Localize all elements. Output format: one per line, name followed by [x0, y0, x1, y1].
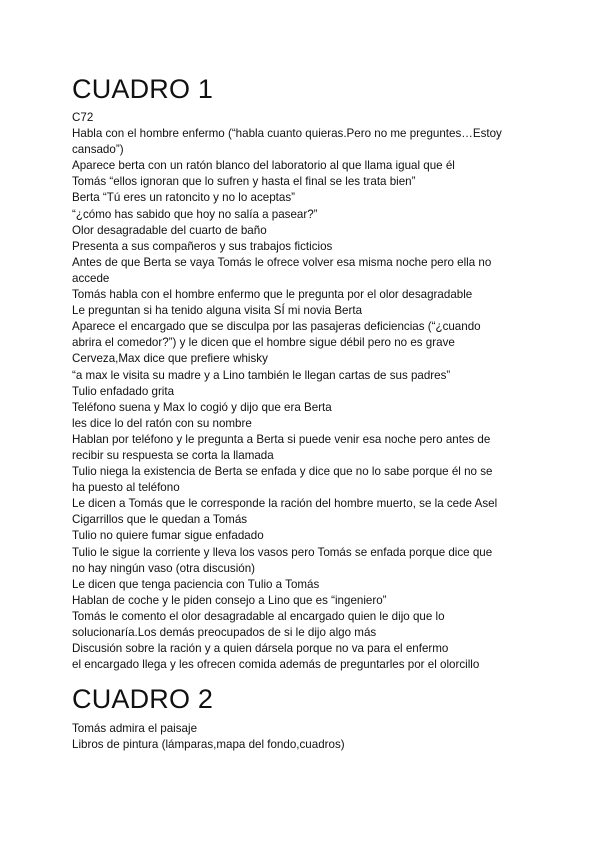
text-line: Berta “Tú eres un ratoncito y no lo aceptas”: [72, 191, 295, 205]
text-line: Tulio enfadado grita: [72, 384, 175, 398]
text-line: cansado”): [72, 143, 124, 157]
text-line: Tomás admira el paisaje: [72, 722, 198, 735]
section-1-title: CUADRO 1: [72, 74, 214, 104]
text-line: accede: [72, 271, 110, 285]
section-2-title: CUADRO 2: [72, 684, 214, 714]
text-line: “a max le visita su madre y a Lino también le llegan cartas de sus padres”: [72, 368, 451, 382]
text-line: “¿cómo has sabido que hoy no salía a pasear?”: [72, 207, 318, 221]
text-line: abrira el comedor?”) y le dicen que el hombre sigue débil pero no es grave: [72, 336, 455, 350]
text-line: recibir su respuesta se corta la llamada: [72, 448, 274, 462]
text-line: Le dicen que tenga paciencia con Tulio a Tomás: [72, 577, 320, 591]
text-line: C72: [72, 111, 94, 124]
text-line: Le dicen a Tomás que le corresponde la ración del hombre muerto, se la cede Asel: [72, 497, 498, 511]
text-line: Hablan por teléfono y le pregunta a Berta si puede venir esa noche pero antes de: [72, 432, 491, 446]
text-line: Libros de pintura (lámparas,mapa del fondo,cuadros): [72, 738, 345, 752]
text-line: Tomás le comento el olor desagradable al encargado quien le dijo que lo: [72, 609, 445, 623]
text-line: no hay ningún vaso (otra discusión): [72, 561, 256, 575]
text-line: les dice lo del ratón con su nombre: [72, 416, 252, 430]
text-line: ha puesto al teléfono: [72, 481, 180, 495]
text-line: Olor desagradable del cuarto de baño: [72, 223, 267, 237]
section-1-lines: [72, 110, 522, 673]
text-line: Tulio le sigue la corriente y lleva los vasos pero Tomás se enfada porque dice que: [72, 545, 493, 559]
text-line: Tulio no quiere fumar sigue enfadado: [72, 529, 264, 543]
section-2-lines: [72, 721, 522, 753]
text-line: Le preguntan si ha tenido alguna visita SÍ mi novia Berta: [72, 304, 363, 318]
text-line: Hablan de coche y le piden consejo a Lino que es “ingeniero”: [72, 593, 387, 607]
text-line: Presenta a sus compañeros y sus trabajos ficticios: [72, 239, 333, 253]
text-line: Aparece berta con un ratón blanco del laboratorio al que llama igual que él: [72, 159, 455, 173]
text-line: Teléfono suena y Max lo cogió y dijo que era Berta: [72, 400, 332, 414]
text-line: solucionaría.Los demás preocupados de si le dijo algo más: [72, 626, 377, 639]
text-line: Aparece el encargado que se disculpa por las pasajeras deficiencias (“¿cuando: [72, 320, 481, 334]
text-line: Cerveza,Max dice que prefiere whisky: [72, 352, 268, 366]
text-line: Tulio niega la existencia de Berta se enfada y dice que no lo sabe porque él no se: [72, 465, 493, 479]
text-line: Tomás habla con el hombre enfermo que le pregunta por el olor desagradable: [72, 288, 473, 302]
text-line: Antes de que Berta se vaya Tomás le ofrece volver esa misma noche pero ella no: [72, 255, 492, 269]
text-line: el encargado llega y les ofrecen comida además de preguntarles por el olorcillo: [72, 658, 480, 672]
text-line: Tomás “ellos ignoran que lo sufren y hasta el final se les trata bien”: [72, 175, 416, 189]
text-line: Cigarrillos que le quedan a Tomás: [72, 513, 248, 527]
text-line: Habla con el hombre enfermo (“habla cuanto quieras.Pero no me preguntes…Estoy: [72, 127, 502, 141]
text-line: Discusión sobre la ración y a quien dársela porque no va para el enfermo: [72, 642, 449, 656]
